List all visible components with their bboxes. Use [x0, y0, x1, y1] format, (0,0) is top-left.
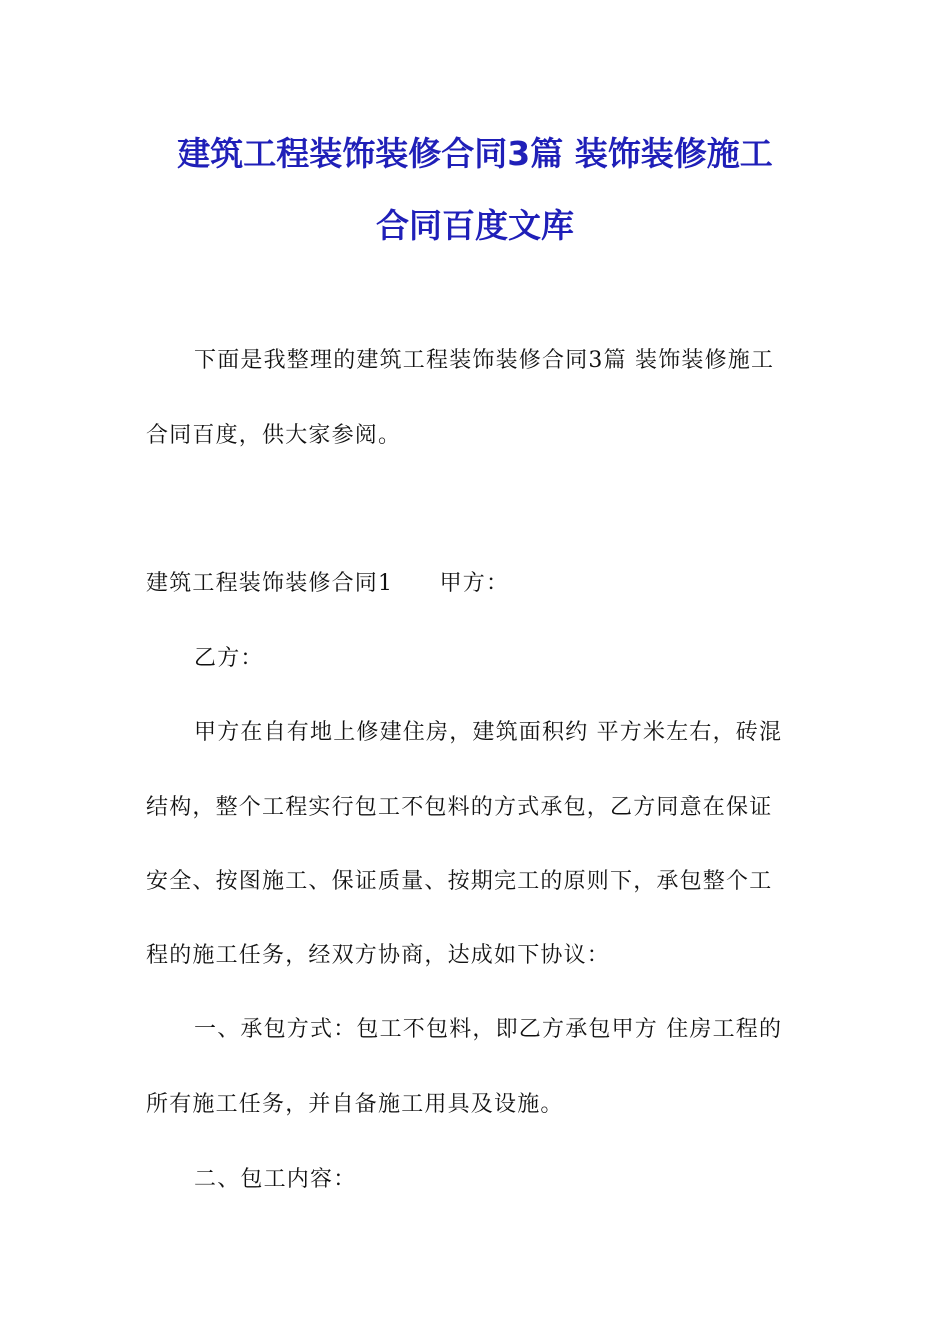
paragraph-1-line-1: 甲方在自有地上修建住房，建筑面积约 平方米左右，砖混 [194, 720, 783, 745]
paragraph-1-line-3: 安全、按图施工、保证质量、按期完工的原则下，承包整个工 [146, 869, 773, 894]
paragraph-1-line-4: 程的施工任务，经双方协商，达成如下协议： [146, 943, 611, 968]
document-title-line-2: 合同百度文库 [376, 206, 574, 245]
clause-1-line-2: 所有施工任务，并自备施工用具及设施。 [146, 1092, 564, 1117]
intro-line-1: 下面是我整理的建筑工程装饰装修合同3篇 装饰装修施工 [194, 348, 775, 373]
clause-2-heading: 二、包工内容： [194, 1167, 357, 1192]
party-b-label: 乙方： [194, 646, 264, 671]
intro-line-2: 合同百度，供大家参阅。 [146, 423, 402, 448]
section-heading: 建筑工程装饰装修合同1 甲方： [146, 571, 510, 596]
paragraph-1-line-2: 结构，整个工程实行包工不包料的方式承包，乙方同意在保证 [146, 795, 773, 820]
clause-1-line-1: 一、承包方式：包工不包料，即乙方承包甲方 住房工程的 [194, 1017, 783, 1042]
document-title-line-1: 建筑工程装饰装修合同3篇 装饰装修施工 [177, 134, 773, 173]
